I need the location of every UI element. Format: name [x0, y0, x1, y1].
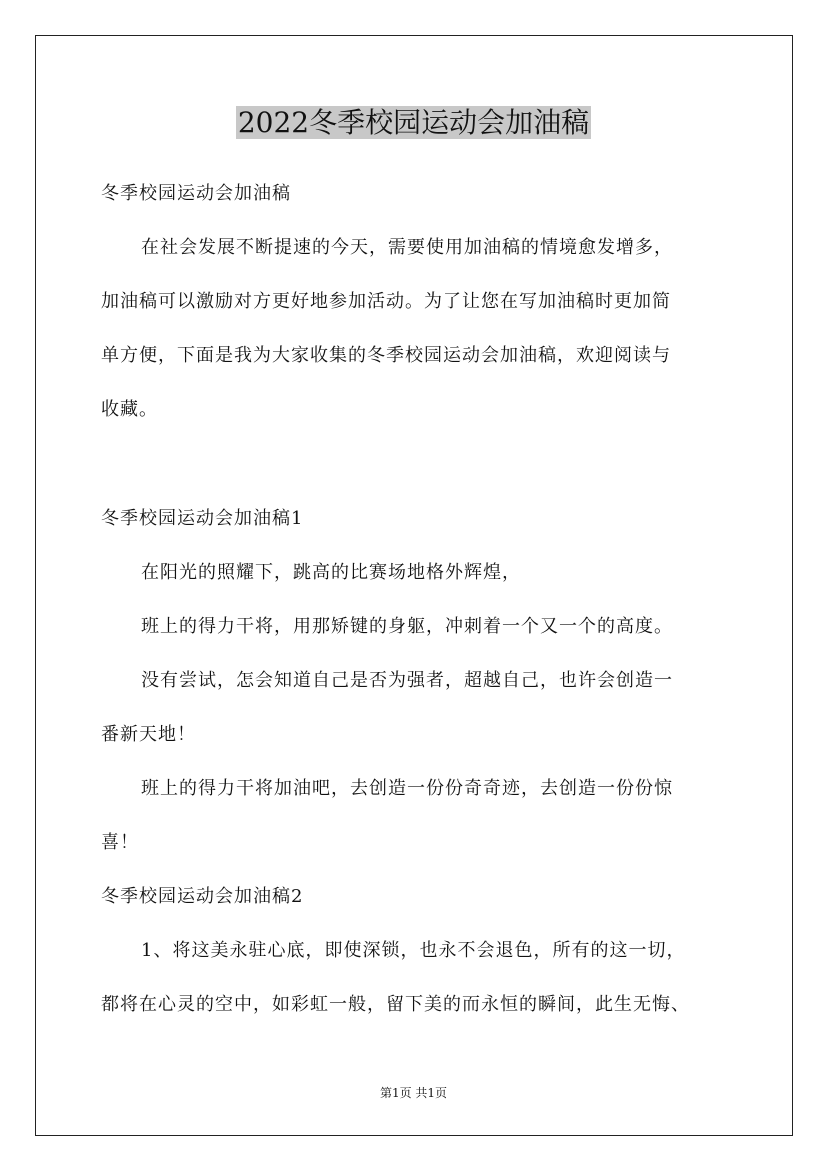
paragraph-line: 没有尝试，怎会知道自己是否为强者，超越自己，也许会创造一: [141, 670, 673, 691]
paragraph-line: 加油稿可以激励对方更好地参加活动。为了让您在写加油稿时更加简: [101, 291, 671, 312]
paragraph-line: 番新天地！: [101, 724, 196, 745]
document-title-text: 2022冬季校园运动会加油稿: [237, 106, 590, 139]
paragraph-line: 班上的得力干将加油吧，去创造一份份奇奇迹，去创造一份份惊: [141, 778, 673, 799]
paragraph-line: 1、将这美永驻心底，即使深锁，也永不会退色，所有的这一切，: [141, 940, 686, 961]
paragraph-line: 喜！: [101, 832, 139, 853]
section-heading-2: 冬季校园运动会加油稿2: [101, 886, 304, 907]
paragraph-line: 在阳光的照耀下，跳高的比赛场地格外辉煌，: [141, 562, 521, 583]
paragraph-line: 都将在心灵的空中，如彩虹一般，留下美的而永恒的瞬间，此生无悔、: [101, 994, 690, 1015]
page-footer: 第1页 共1页: [379, 1086, 448, 1100]
section-heading-1: 冬季校园运动会加油稿1: [101, 508, 304, 529]
paragraph-line: 收藏。: [101, 399, 158, 420]
section-heading-intro: 冬季校园运动会加油稿: [101, 183, 291, 204]
paragraph-line: 单方便，下面是我为大家收集的冬季校园运动会加油稿，欢迎阅读与: [101, 345, 671, 366]
document-title: [0, 101, 827, 145]
paragraph-line: 在社会发展不断提速的今天，需要使用加油稿的情境愈发增多，: [141, 237, 673, 258]
paragraph-line: 班上的得力干将，用那矫键的身躯，冲刺着一个又一个的高度。: [141, 616, 673, 637]
